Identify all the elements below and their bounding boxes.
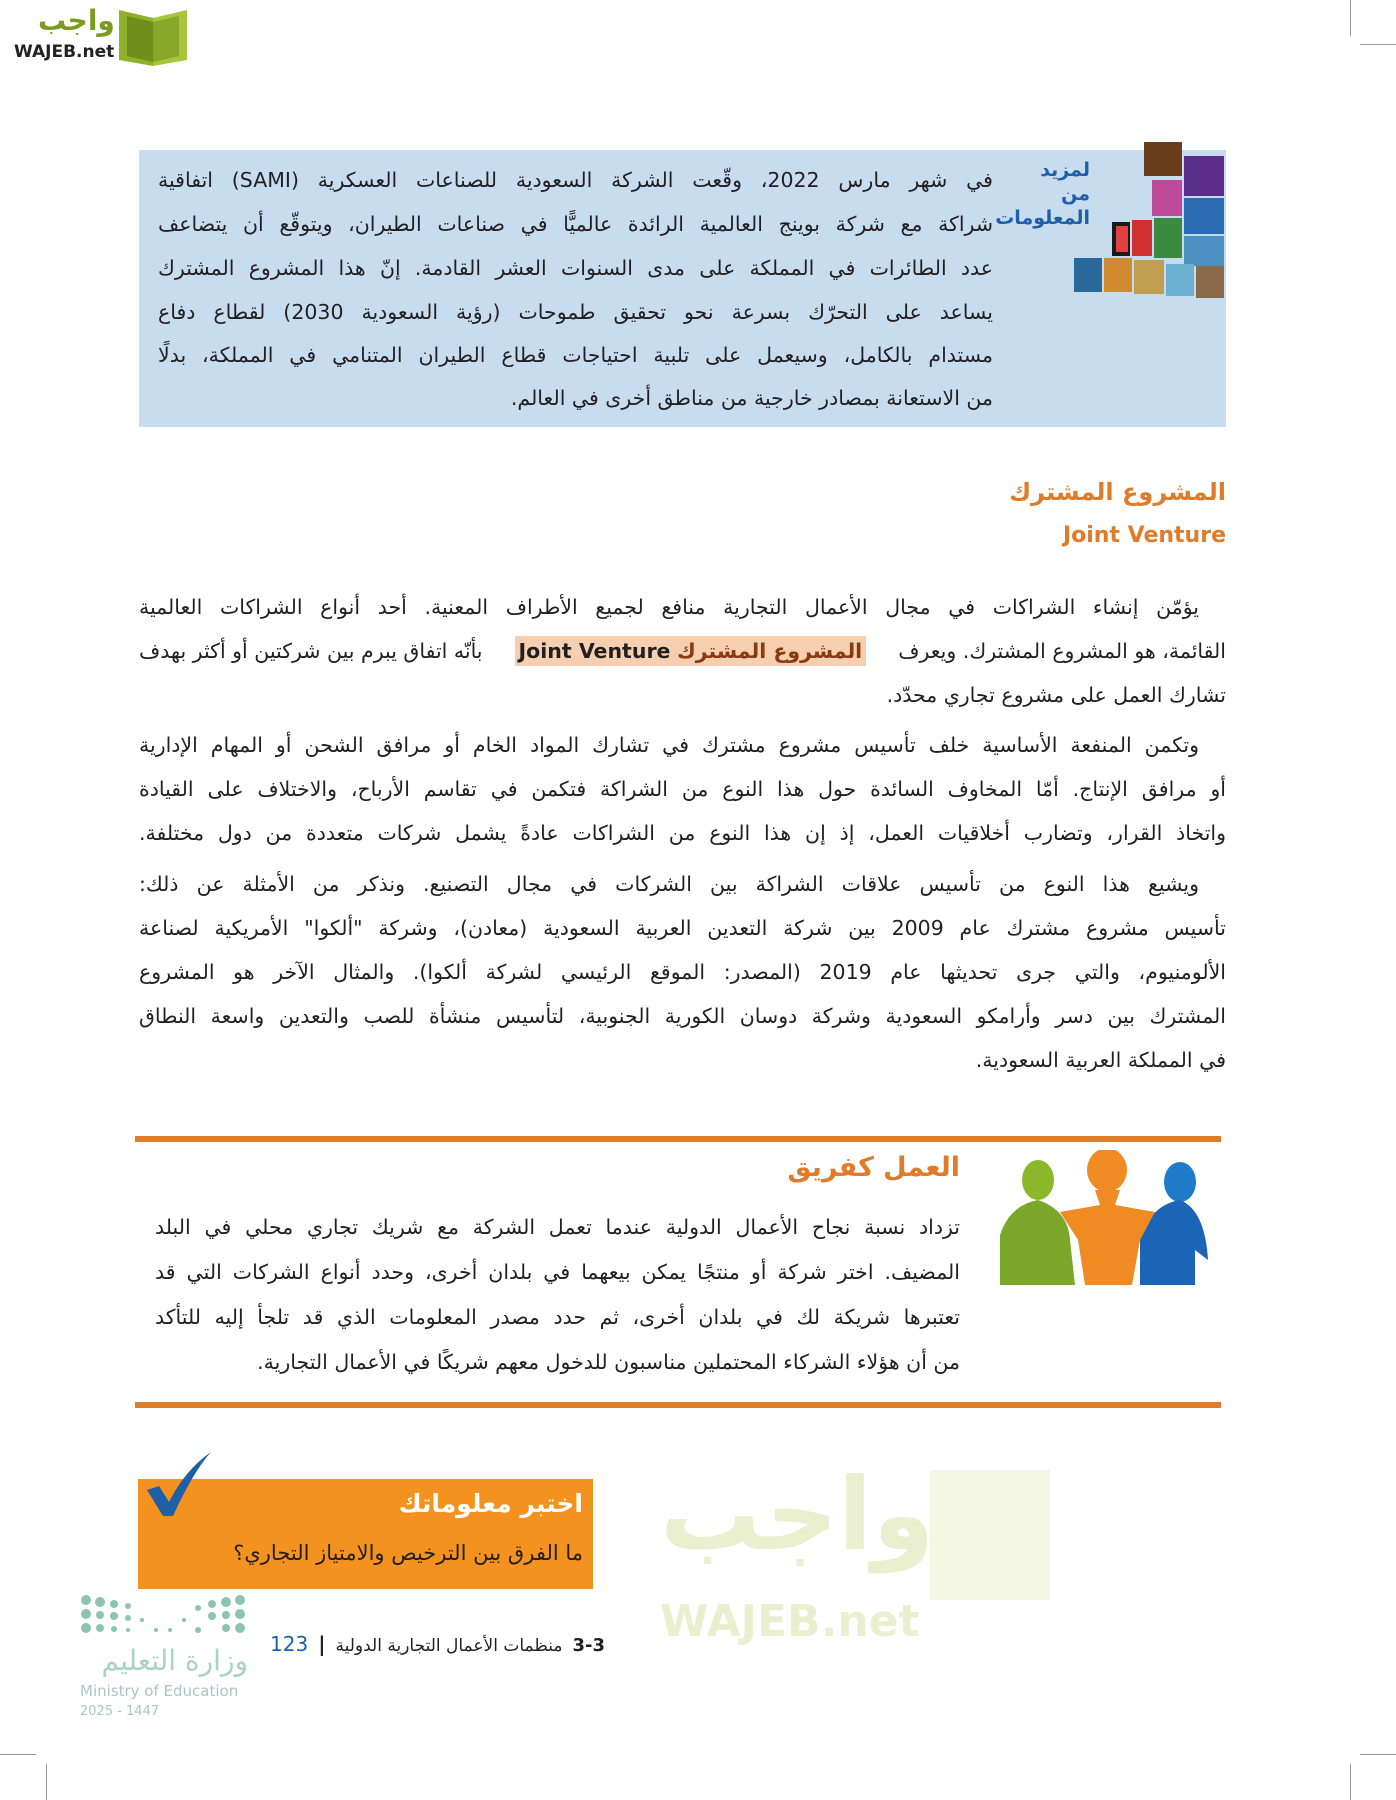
ministry-dots [80,1594,250,1639]
crop-mark [1350,1764,1351,1800]
crop-mark [1350,0,1351,36]
divider-bottom [135,1402,1221,1408]
paragraph-line: يؤمّن إنشاء الشراكات في مجال الأعمال التجارية منافع لجميع الأطراف المعنية. أحد أنواع الشراكات العالمية [139,595,1199,619]
key-term-english: Joint Venture [518,639,671,663]
crop-mark [0,1754,36,1755]
paragraph-line: أو مرافق الإنتاج. أمّا المخاوف السائدة حول هذا النوع من الشراكة فتكمن في تقاسم الأرباح، والاختلاف على القيادة [139,777,1226,801]
text-span: بأنّه اتفاق يبرم بين شركتين أو أكثر بهدف [139,639,483,663]
page-footer [270,1632,605,1656]
text-span: القائمة، هو المشروع المشترك. ويعرف [898,639,1226,663]
paragraph-line: تأسيس مشروع مشترك عام 2009 بين شركة التعدين العربية السعودية (معادن)، وشركة "ألكوا" الأمريكية لصناعة [139,916,1226,940]
book-icon [113,4,193,66]
info-line: مستدام بالكامل، وسيعمل على تلبية احتياجات قطاع الطيران المتنامي في المملكة، بدلًا [158,343,993,367]
info-line: شراكة مع شركة بوينج العالمية الرائدة عالميًّا في صناعات الطيران، ويتوقّع أن يتضاعف [158,212,993,236]
watermark-book [930,1470,1050,1600]
paragraph-line: واتخاذ القرار، وتضارب أخلاقيات العمل، إذ إن هذا النوع من الشراكات عادةً يشمل شركات متعددة من دول مختلفة. [139,821,1226,845]
crop-mark [1360,1754,1396,1755]
paragraph-line: المشترك بين دسر وأرامكو السعودية وشركة دوسان الكورية الجنوبية، لتأسيس منشأة للصب والتعدين واسعة النطاق [139,1004,1226,1028]
key-term-arabic: المشروع المشترك [677,639,863,663]
watermark-latin: WAJEB.net [660,1596,920,1647]
paragraph-line: تشارك العمل على مشروع تجاري محدّد. [886,683,1226,707]
watermark-arabic: واجب [660,1456,935,1573]
paragraph-line: وتكمن المنفعة الأساسية خلف تأسيس مشروع مشترك في تشارك المواد الخام أو مرافق الشحن أو المهام الإدارية [139,733,1199,757]
section-title-english: Joint Venture [1062,523,1226,548]
info-line: في شهر مارس 2022، وقّعت الشركة السعودية للصناعات العسكرية (SAMI) اتفاقية [158,168,993,192]
wajeb-logo [8,4,193,66]
ministry-of-education-logo [80,1594,250,1734]
ministry-year: 2025 - 1447 [80,1704,160,1719]
more-info-title: لمزيد من [1040,159,1090,205]
teamwork-line: تعتبرها شريكة لك في بلدان أخرى، ثم حدد مصدر المعلومات الذي قد تلجأ إليه للتأكد [155,1305,960,1329]
teamwork-line: تزداد نسبة نجاح الأعمال الدولية عندما تعمل الشركة مع شريك تجاري محلي في البلد [155,1215,960,1239]
paragraph-line [139,636,1226,666]
paragraph-line: الألومنيوم، والتي جرى تحديثها عام 2019 (المصدر: الموقع الرئيسي لشركة ألكوا). والمثال الآخر هو المشروع [139,960,1226,984]
teamwork-line: المضيف. اختر شركة أو منتجًا يمكن بيعهما في بلدان أخرى، وحدد أنواع الشركات التي قد [155,1260,960,1284]
footer-separator: | [318,1632,326,1656]
ministry-arabic-name: وزارة التعليم [101,1644,248,1677]
quiz-question: ما الفرق بين الترخيص والامتياز التجاري؟ [233,1541,583,1565]
crop-mark [46,1764,47,1800]
info-line: يساعد على التحرّك بسرعة نحو تحقيق طموحات (رؤية السعودية 2030) لقطاع دفاع [158,300,993,324]
logo-latin: WAJEB.net [14,42,115,62]
ministry-english-name: Ministry of Education [80,1682,239,1700]
quiz-title: اختبر معلوماتك [398,1489,583,1518]
page-number: 123 [270,1632,309,1656]
logo-arabic: واجب [38,4,115,37]
paragraph-line: ويشيع هذا النوع من تأسيس علاقات الشراكة بين الشركات في مجال التصنيع. ونذكر من الأمثلة عن ذلك: [139,872,1199,896]
checkmark-icon [145,1450,215,1520]
media-collage-image [1072,140,1226,300]
teamwork-title: العمل كفريق [787,1152,960,1183]
footer-section-title: منظمات الأعمال التجارية الدولية [335,1636,563,1656]
divider-top [135,1136,1221,1142]
footer-section-number: 3-3 [572,1635,606,1656]
crop-mark [1360,44,1396,45]
paragraph-line: في المملكة العربية السعودية. [975,1048,1226,1072]
teamwork-line: من أن هؤلاء الشركاء المحتملين مناسبون للدخول معهم شريكًا في الأعمال التجارية. [257,1350,960,1374]
info-line: من الاستعانة بمصادر خارجية من مناطق أخرى في العالم. [510,386,993,410]
info-line: عدد الطائرات في المملكة على مدى السنوات العشر القادمة. إنّ هذا المشروع المشترك [158,256,993,280]
more-info-title: المعلومات [995,207,1090,229]
key-term-highlight [515,636,867,666]
section-title-arabic: المشروع المشترك [1009,478,1226,506]
team-people-icon [990,1150,1215,1285]
